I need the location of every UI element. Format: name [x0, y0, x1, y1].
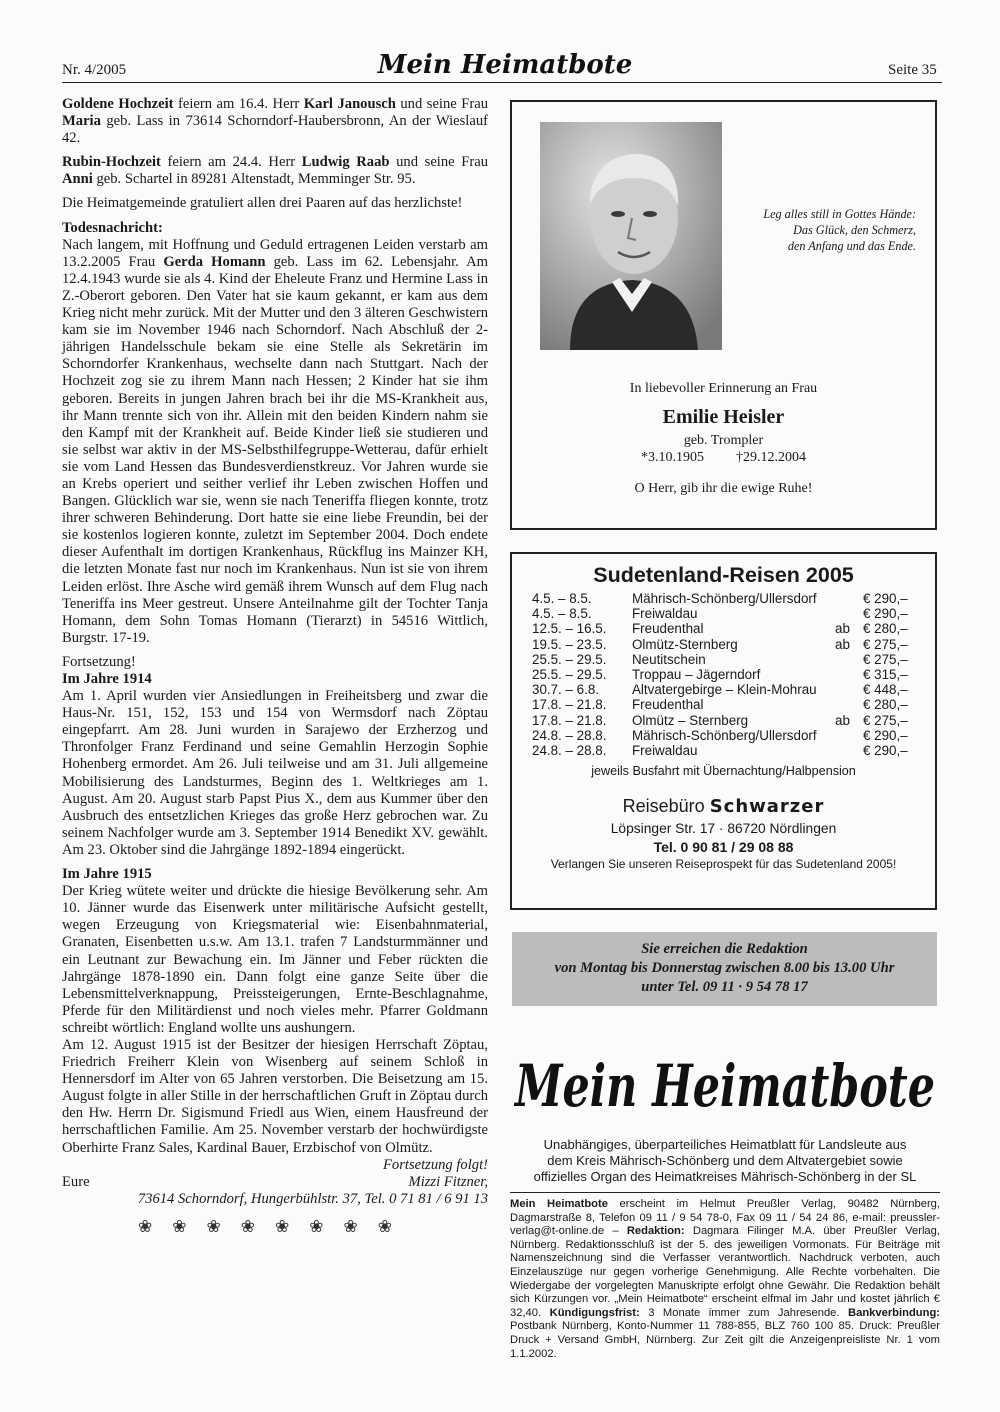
- imprint-text: Mein Heimatbote erscheint im Helmut Preußler Verlag, 90482 Nürnberg, Dagmarstraße 8, Telefon 09 11 / 9 54 78-0, Fax 09 11 / 54 24 86, e-mail: preussler-verlag@t-online.de – Redaktion: Dagmara Filinger M.A. über Preußler Verlag, Nürnberg. Redaktionsschluß ist der 5. des jeweiligen Vormonats. Für Beiträge mit Namenszeichnung sind die Verfasser verantwortlich. Nachdruck verboten, auch Einzelauszüge nur gegen vorherige Genehmigung. Alle Rechte vorbehalten. Die Wiedergabe der vorgelegten Manuskripte erfolgt ohne Gewähr. Die Redaktion behält sich Kürzungen vor. „Mein Heimatbote“ erscheint elfmal im Jahr und kostet jährlich € 32,40. Kündigungsfrist: 3 Monate immer zum Jahresende. Bankverbindung: Postbank Nürnberg, Konto-Nummer 11 788-855, BLZ 760 100 85. Druck: Preußler Druck + Versand GmbH, Nürnberg. Zur Zeit gilt die Anzeigenpreisliste Nr. 1 vom 1.1.2002.: [510, 1198, 941, 1360]
- ad-note: jeweils Busfahrt mit Übernachtung/Halbpension: [591, 764, 856, 779]
- death-date: †29.12.2004: [736, 450, 806, 465]
- trip-dates: 30.7. – 6.8.: [532, 682, 600, 698]
- newspaper-logo: [510, 1024, 940, 1132]
- trip-from-label: [835, 591, 863, 606]
- memorial-intro: In liebevoller Erinnerung an Frau: [629, 381, 818, 396]
- trip-destination: Neutitschein: [632, 651, 706, 667]
- trip-dates: 19.5. – 23.5.: [532, 636, 607, 652]
- imprint-rule: [510, 1192, 940, 1193]
- trip-destination: Troppau – Jägerndorf: [632, 667, 761, 683]
- page-number: Seite 35: [888, 62, 937, 78]
- trip-dates: 12.5. – 16.5.: [532, 621, 607, 637]
- trip-price: € 275,–: [863, 651, 908, 667]
- trip-dates: 24.8. – 28.8.: [532, 727, 607, 743]
- trip-from-label: [835, 606, 863, 621]
- ruby-wedding-paragraph: Rubin-Hochzeit feiern am 24.4. Herr Ludwig Raab und seine Frau Anni geb. Schartel in 89281 Altenstadt, Memminger Str. 95.: [62, 154, 488, 188]
- author-address: 73614 Schorndorf, Hungerbühlstr. 37, Tel. 0 71 81 / 6 91 13: [137, 1190, 488, 1207]
- heading-1914: Im Jahre 1914: [62, 671, 152, 687]
- ad-call-to-action: Verlangen Sie unseren Reiseprospekt für das Sudetenland 2005!: [550, 857, 897, 872]
- trip-from-label: [835, 743, 863, 758]
- masthead-logo-text: Mein Heimatbote: [377, 50, 633, 80]
- trip-dates: 24.8. – 28.8.: [532, 743, 607, 759]
- trip-destination: Freudenthal: [632, 621, 704, 637]
- heading-1915: Im Jahre 1915: [62, 866, 152, 883]
- text-1914: Am 1. April wurden vier Ansiedlungen in Freiheitsberg und zwar die Haus-Nr. 151, 152, 153 und 154 von Wermsdorf nach Zöptau eingepfarrt. Am 28. Juni wurden in Sarajewo der Erzherzog und Thronfolger Franz Ferdinand und seine Gemahlin Herzogin Sophie Hohenberg ermordet. Am 26. Juli teilweise und am 31. Juli allgemeine Mobilisierung des Landsturmes, Beginn des 1. Weltkrieges am 1. August. Am 20. August starb Papst Pius X., dem aus Kummer über den Ausbruch des entsetzlichen Krieges das große Herz gebrochen war. Zu seinem Nachfolger wurde am 3. September 1914 Benedikt XV. gewählt. Am 23. Oktober sind die Jahrgänge 1892-1894 eingerückt.: [62, 688, 488, 858]
- trip-row: [532, 606, 925, 621]
- ad-title: Sudetenland-Reisen 2005: [593, 563, 854, 587]
- issue-number: Nr. 4/2005: [62, 62, 127, 78]
- travel-advertisement: [510, 552, 937, 910]
- trip-row: [532, 728, 925, 743]
- trip-price: € 280,–: [863, 621, 908, 637]
- trip-from-label: [835, 682, 863, 697]
- agency-name: Reisebüro Schwarzer: [622, 796, 825, 818]
- trip-destination: Freiwaldau: [632, 606, 698, 622]
- death-notice-text: Nach langem, mit Hoffnung und Geduld ertragenen Leiden verstarb am 13.2.2005 Frau Gerda Homann geb. Lass im 62. Lebensjahr. Am 12.4.1943 wurde sie als 4. Kind der Eheleute Franz und Hermine Lass in Z.-Oberort geboren. Den Vater hat sie kaum gekannt, er kam aus dem Krieg nicht mehr zurück. Mit der Mutter und den 3 älteren Geschwistern kam sie im November 1946 nach Schorndorf. Nach Abschluß der 2-jährigen Handelsschule bekam sie eine Stelle als Sekretärin im Schorndorfer Krankenhaus, wechselte dann nach Stuttgart. Nach der Hochzeit zog sie zu ihrem Mann nach Hessen; 2 Kinder hat sie ihm geboren. Bereits in jungen Jahren brach bei ihr die MS-Krankheit aus, ihr Mann trennte sich von ihr. Allein mit den beiden Kindern nahm sie den Kampf mit der Krankheit auf. Beide Kinder ließ sie studieren und sie selbst war aktiv in der MS-Selbsthilfegruppe-Wetterau, dafür erhielt sie vom Land Hessen das Bundesverdienstkreuz. Vor Jahren wurde sie an Krebs operiert und seither verlief ihr Leben zwischen Hoffen und Bangen. Glücklich war sie, wenn sie nach Teneriffa fliegen konnte, trotz ihrer schweren Behinderung. Dort hatte sie eine liebe Freundin, bei der sie kostenlos logieren konnte, zuletzt im September 2004. Doch endete dieser Aufenthalt im dortigen Krankenhaus, Rückflug ins Mainzer KH, die letzten Monate fast nur noch im Krankenhaus. Nun ist sie von ihrem Leiden erlöst. Ihre Asche wird gemäß ihrem Wunsch auf dem Flug nach Teneriffa ins Meer gestreut. Unsere Anteilnahme gilt der Tochter Tanja Homann, dem Sohn Tomas Homann (Tierarzt) in 54516 Wittlich, Burgstr. 17-19.: [62, 236, 488, 646]
- trip-from-label: [835, 697, 863, 712]
- birth-date: *3.10.1905: [641, 450, 704, 465]
- trip-dates: 25.5. – 29.5.: [532, 651, 607, 667]
- masthead-logo: [377, 44, 633, 82]
- congratulations-paragraph: Die Heimatgemeinde gratuliert allen drei Paaren auf das herzlichste!: [62, 195, 463, 212]
- trip-price: € 290,–: [863, 743, 908, 759]
- trip-row: [532, 667, 925, 682]
- author-name: Mizzi Fitzner,: [408, 1173, 488, 1190]
- to-be-continued: Fortsetzung folgt!: [383, 1156, 488, 1173]
- maiden-name: geb. Trompler: [683, 433, 764, 448]
- trip-dates: 25.5. – 29.5.: [532, 667, 607, 683]
- life-dates: [512, 449, 935, 466]
- trip-from-label: [835, 652, 863, 667]
- editorial-contact-box: Sie erreichen die Redaktion von Montag bis Donnerstag zwischen 8.00 bis 13.00 Uhr unter Tel. 09 11 · 9 54 78 17: [512, 932, 937, 1006]
- trip-destination: Mährisch-Schönberg/Ullersdorf: [632, 727, 817, 743]
- trip-destination: Altvatergebirge – Klein-Mohrau: [632, 682, 817, 698]
- prayer-line: O Herr, gib ihr die ewige Ruhe!: [634, 481, 813, 496]
- text-1915-part2: Am 12. August 1915 ist der Besitzer der hiesigen Herrschaft Zöptau, Friedrich Freiherr Klein von Wisenberg auf seinem Schloß in Hennersdorf im Alter von 65 Jahren verstorben. Die Beisetzung am 15. August folgte in aller Stille in der herrschaftlichen Gruft in Zöptau durch den Hw. Herrn Dr. Sigismund Friedl aus Wien, einem Hausfreund der herrschaftlichen Familie. Am 25. November verstarb der hochwürdigste Oberhirte Franz Sales, Kardinal Bauer, Erzbischof von Olmütz.: [62, 1036, 488, 1156]
- flower-ornament-row: ❀❀❀❀❀❀❀❀: [138, 1216, 412, 1236]
- trip-from-label: ab: [835, 621, 850, 637]
- trip-from-label: [835, 667, 863, 682]
- trip-destination: Freudenthal: [632, 697, 704, 713]
- trip-dates: 17.8. – 21.8.: [532, 712, 607, 728]
- signature-greeting: Eure: [62, 1173, 90, 1190]
- obituary-box: [510, 100, 937, 530]
- left-column: [62, 96, 488, 1235]
- trip-dates: 4.5. – 8.5.: [532, 606, 592, 622]
- trip-table: [532, 591, 925, 758]
- trip-dates: 4.5. – 8.5.: [532, 591, 592, 606]
- header-rule: [62, 82, 942, 83]
- trip-row: [532, 652, 925, 667]
- trip-price: € 275,–: [863, 712, 908, 728]
- trip-from-label: ab: [835, 712, 850, 728]
- agency-address: Löpsinger Str. 17 · 86720 Nördlingen: [610, 821, 837, 837]
- trip-price: € 290,–: [863, 727, 908, 743]
- signature-line: [62, 1174, 488, 1191]
- trip-destination: Olmütz-Sternberg: [632, 636, 738, 652]
- trip-row: [532, 682, 925, 697]
- trip-destination: Mährisch-Schönberg/Ullersdorf: [632, 591, 817, 606]
- trip-from-label: ab: [835, 636, 850, 652]
- trip-row: [532, 743, 925, 758]
- trip-price: € 275,–: [863, 636, 908, 652]
- memorial-verse: Leg alles still in Gottes Hände: Das Glück, den Schmerz, den Anfang und das Ende.: [763, 207, 916, 253]
- death-notice-heading: Todesnachricht:: [62, 219, 163, 236]
- paper-tagline: Unabhängiges, überparteiliches Heimatblatt für Landsleute aus dem Kreis Mährisch-Schönberg und dem Altvatergebiet sowie offizielles Organ des Heimatkreises Mährisch-Schönberg in der SL: [533, 1137, 917, 1184]
- golden-wedding-paragraph: Goldene Hochzeit feiern am 16.4. Herr Karl Janousch und seine Frau Maria geb. Lass in 73614 Schorndorf-Haubersbronn, An der Wieslauf 42.: [62, 96, 488, 147]
- trip-price: € 315,–: [863, 667, 908, 683]
- agency-phone: Tel. 0 90 81 / 29 08 88: [653, 839, 794, 856]
- deceased-name: Emilie Heisler: [662, 406, 785, 428]
- portrait-photo: [540, 122, 722, 350]
- trip-destination: Freiwaldau: [632, 743, 698, 759]
- trip-dates: 17.8. – 21.8.: [532, 697, 607, 713]
- trip-row: [532, 713, 925, 728]
- obituary-text: [512, 380, 935, 497]
- trip-price: € 448,–: [863, 682, 908, 698]
- newspaper-logo-text: Mein Heimatbote: [513, 1052, 935, 1120]
- trip-price: € 280,–: [863, 697, 908, 713]
- continuation-label: Fortsetzung!: [62, 653, 136, 670]
- trip-row: [532, 621, 925, 636]
- trip-row: [532, 591, 925, 606]
- text-1915-part1: Der Krieg wütete weiter und drückte die hiesige Bevölkerung sehr. Am 10. Jänner wurde das Eisenwerk unter militärische Aufsicht gestellt, wegen Erzeugung von Kriegsmaterial wie: Eisenbahnmaterial, Granaten, Eisenbetten u.s.w. Am 13.1. trafen 7 Landsturmmänner und ein Leutnant zur Bewachung ein. Im Jänner und Feber rückten die Jahrgänge 1878-1890 ein. Dann folgt eine ganze Seite über die Lebensmittelverknappung, Preissteigerungen, Ernte-Beschlagnahme, Pferde für den Militärdienst und noch vieles mehr. Pfarrer Goldmann schreibt wörtlich: England wollte uns aushungern.: [62, 883, 488, 1036]
- trip-price: € 290,–: [863, 606, 908, 622]
- trip-destination: Olmütz – Sternberg: [632, 712, 749, 728]
- trip-price: € 290,–: [863, 591, 908, 606]
- trip-row: [532, 637, 925, 652]
- trip-row: [532, 697, 925, 712]
- trip-from-label: [835, 728, 863, 743]
